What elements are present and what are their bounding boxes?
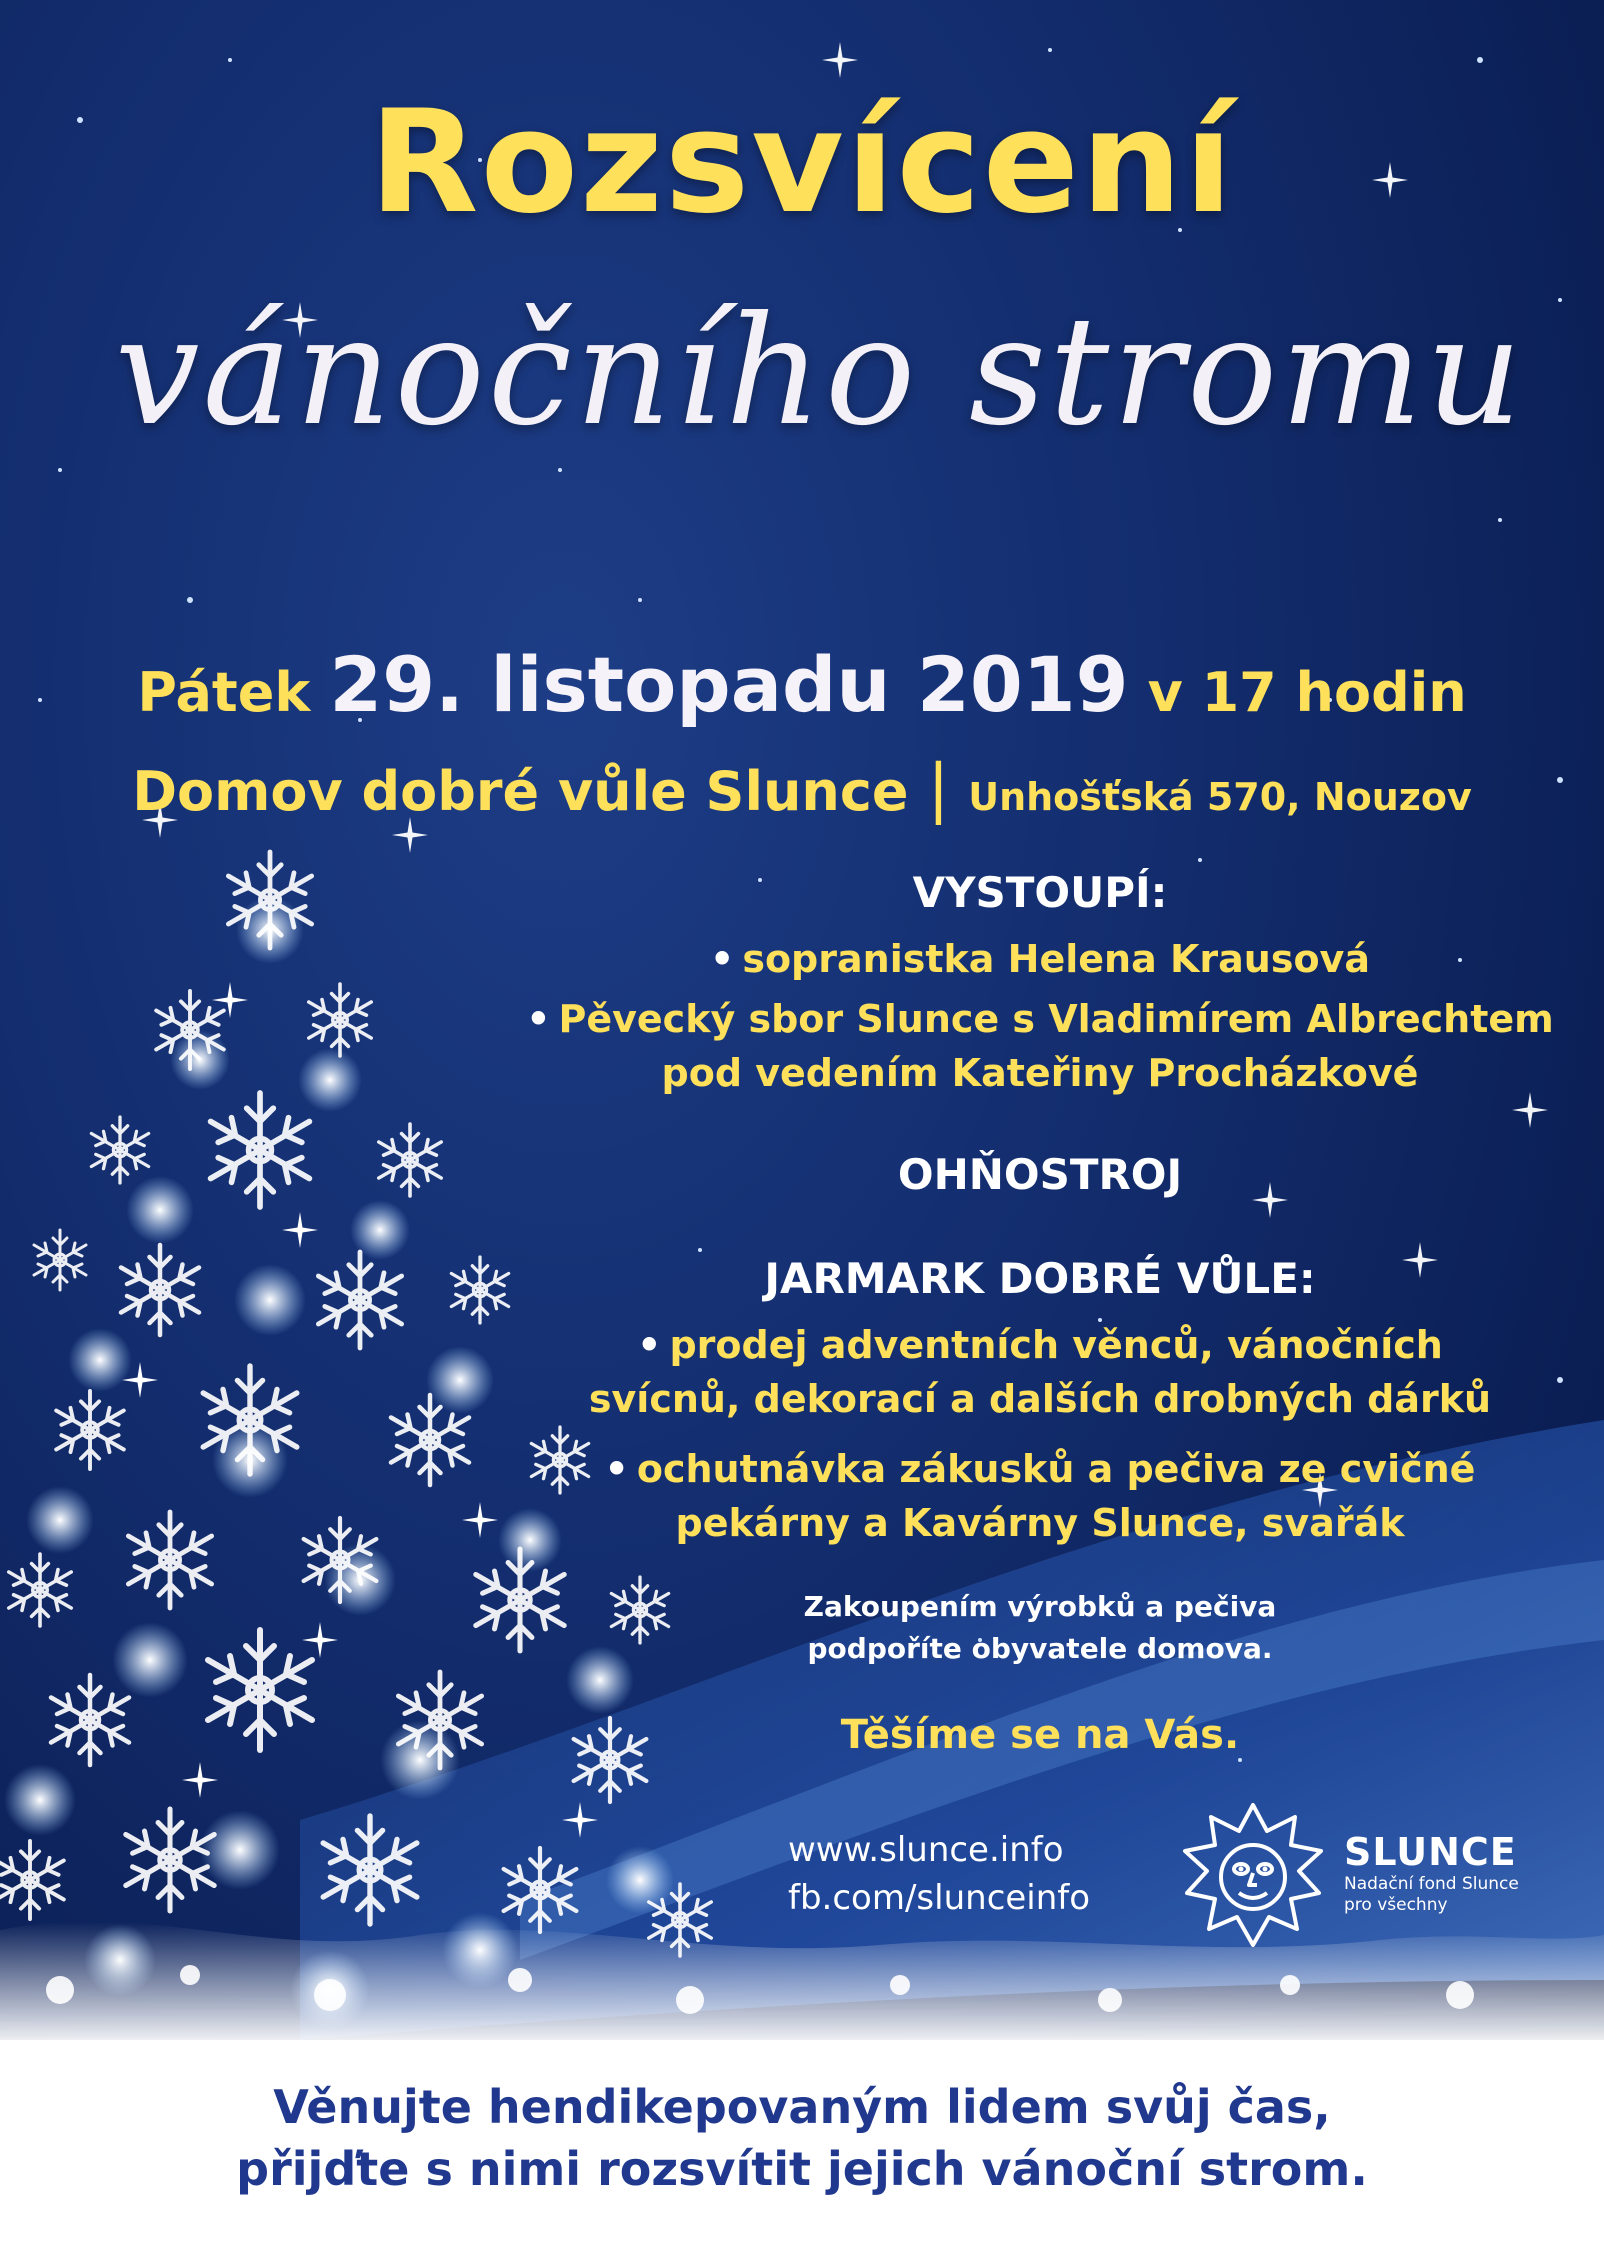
performer-item (500, 932, 1580, 986)
bullet-icon: • (637, 1323, 662, 1367)
logo-tagline-line: pro všechny (1344, 1895, 1448, 1915)
subtitle: vánočního stromu (114, 285, 1526, 459)
market-line: pekárny a Kavárny Slunce, svařák (675, 1501, 1405, 1545)
date-prefix: Pátek (137, 661, 311, 724)
web-link[interactable]: www.slunce.info (788, 1830, 1064, 1870)
footer-line: Věnujte hendikepovaným lidem svůj čas, (273, 2080, 1331, 2134)
facebook-link[interactable]: fb.com/slunceinfo (788, 1878, 1091, 1918)
performer-line: pod vedením Kateřiny Procházkové (661, 1051, 1419, 1095)
footer-message (0, 2076, 1604, 2200)
footer-line: přijďte s nimi rozsvítit jejich vánoční strom. (236, 2142, 1368, 2196)
performer-line: sopranistka Helena Krausová (742, 937, 1370, 981)
logo-tagline (1344, 1874, 1519, 1916)
bullet-icon: • (526, 997, 551, 1041)
fireworks-heading: OHŇOSTROJ (897, 1150, 1183, 1199)
bullet-icon: • (604, 1447, 629, 1491)
market-line: svícnů, dekorací a dalších drobných dárků (588, 1377, 1492, 1421)
date-main: 29. listopadu 2019 (329, 640, 1129, 729)
venue-line (0, 752, 1604, 826)
venue-separator: | (927, 752, 950, 826)
logo-name: SLUNCE (1344, 1830, 1517, 1874)
performer-line: Pěvecký sbor Slunce s Vladimírem Albrechtem (558, 997, 1554, 1041)
support-note-line: podpoříte obyvatele domova. (807, 1632, 1273, 1665)
thanks-text: Těšíme se na Vás. (840, 1712, 1240, 1758)
sun-face-icon (1178, 1800, 1328, 1950)
venue-address: Unhošťská 570, Nouzov (968, 775, 1472, 819)
logo-text (1344, 1830, 1519, 1916)
bullet-icon: • (710, 937, 735, 981)
date-suffix: v 17 hodin (1147, 661, 1467, 724)
logo-tagline-line: Nadační fond Slunce (1344, 1874, 1519, 1894)
venue-name: Domov dobré vůle Slunce (132, 760, 909, 823)
market-line: prodej adventních věnců, vánočních (669, 1323, 1443, 1367)
date-line (0, 640, 1604, 729)
market-item (500, 1442, 1580, 1550)
title: Rozsvícení (369, 80, 1235, 245)
performers-heading: VYSTOUPÍ: (912, 868, 1168, 917)
market-line: ochutnávka zákusků a pečiva ze cvičné (636, 1447, 1476, 1491)
market-heading: JARMARK DOBRÉ VŮLE: (764, 1254, 1316, 1303)
links (788, 1826, 1090, 1922)
market-item (500, 1318, 1580, 1426)
performer-item (500, 992, 1580, 1100)
support-note-line: Zakoupením výrobků a pečiva (803, 1590, 1277, 1623)
support-note (500, 1586, 1580, 1670)
